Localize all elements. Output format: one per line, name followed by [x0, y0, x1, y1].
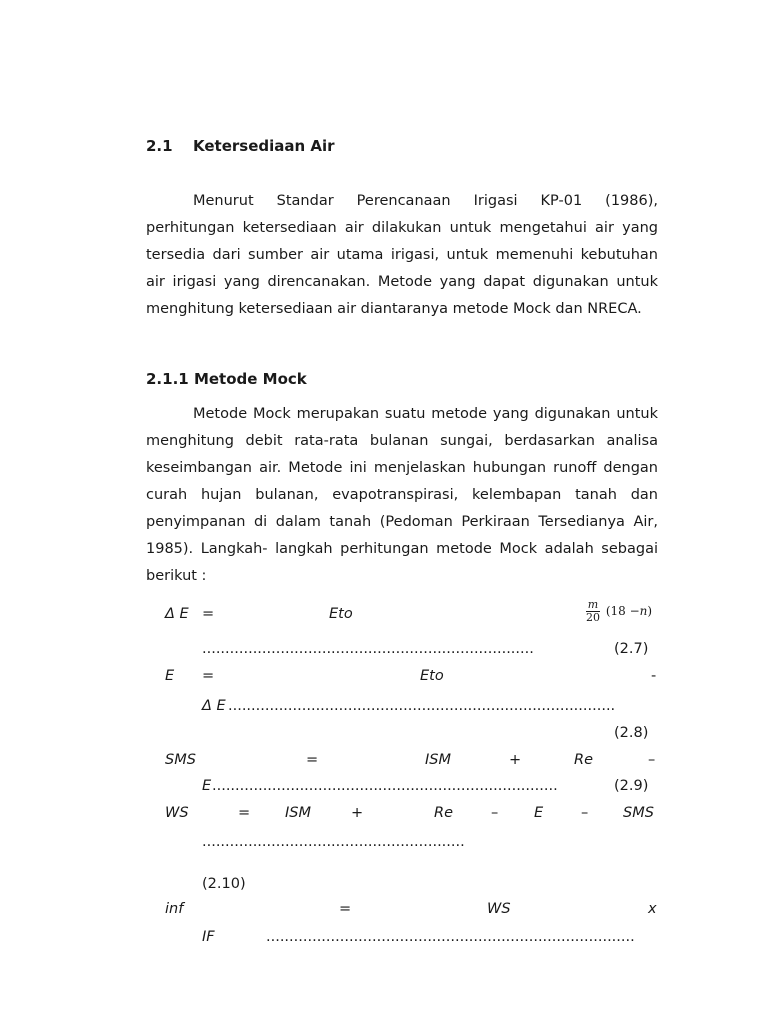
eq28-term: Eto [420, 668, 444, 684]
eq28-cont: Δ E [202, 698, 226, 714]
eq27-fraction [584, 599, 602, 624]
eq28-number: (2.8) [614, 725, 649, 741]
eq210-t4: SMS [623, 805, 654, 821]
eq28-dots: .................................................................................... [228, 698, 616, 714]
inf-lhs: inf [165, 901, 184, 917]
eq28-minus: - [651, 668, 657, 684]
eq28-equals: = [202, 668, 215, 684]
eq29-lhs: SMS [165, 752, 196, 768]
section-number: 2.1 [146, 137, 173, 155]
eq27-term: Eto [329, 606, 353, 622]
eq27-paren: (18 − [605, 604, 640, 618]
eq210-t2: Re [434, 805, 453, 821]
eq27-number: (2.7) [614, 641, 649, 657]
eq27-formula [584, 599, 652, 624]
eq29-t2: Re [574, 752, 593, 768]
subsection-heading [146, 370, 307, 388]
eq27-paren-close: ) [647, 604, 653, 618]
eq27-frac-num: m [587, 598, 599, 611]
eq210-lhs: WS [165, 805, 189, 821]
inf-t1: WS [487, 901, 511, 917]
eq27-paren-var: n [639, 604, 648, 618]
eq29-dots: ........................................................................... [212, 778, 558, 794]
eq27-equals: = [202, 606, 215, 622]
eq27-dots: ........................................................................ [202, 641, 534, 657]
subsection-number: 2.1.1 [146, 370, 189, 388]
eq29-t1: ISM [425, 752, 451, 768]
intro-paragraph-text: Menurut Standar Perencanaan Irigasi KP-01 (1986), perhitungan ketersediaan air dilakukan untuk mengetahui air yang tersedia dari sumber air utama irigasi, untuk memenuhi kebutuhan air irigasi yang direncanakan. Metode yang dapat digunakan untuk menghitung ketersediaan air diantaranya metode Mock dan NRECA. [146, 193, 658, 317]
eq27-lhs: Δ E [165, 606, 189, 622]
eq210-equals: = [238, 805, 251, 821]
subsection-title: Metode Mock [193, 370, 307, 388]
eq29-plus: + [509, 752, 522, 768]
section-title: Ketersediaan Air [193, 137, 335, 155]
mock-paragraph-text: Metode Mock merupakan suatu metode yang digunakan untuk menghitung debit rata-rata bulanan sungai, berdasarkan analisa keseimbangan air. Metode ini menjelaskan hubungan runoff dengan curah hujan bulanan, evapotranspirasi, kelembapan tanah dan penyimpanan di dalam tanah (Pedoman Perkiraan Tersedianya Air, 1985). Langkah- langkah perhitungan metode Mock adalah sebagai berikut : [146, 406, 658, 584]
eq29-minus: – [648, 752, 656, 768]
inf-cont: IF [202, 929, 215, 945]
inf-dots: ................................................................................ [266, 929, 635, 945]
eq210-t3: E [534, 805, 544, 821]
eq28-lhs: E [165, 668, 175, 684]
eq210-number: (2.10) [202, 876, 246, 892]
eq29-equals: = [306, 752, 319, 768]
eq210-plus: + [351, 805, 364, 821]
eq210-dots: ......................................................... [202, 834, 465, 850]
eq27-frac-den: 20 [586, 611, 600, 624]
inf-times: x [648, 901, 657, 917]
inf-equals: = [339, 901, 352, 917]
eq210-minus-2: – [581, 805, 589, 821]
eq29-number: (2.9) [614, 778, 649, 794]
intro-paragraph [146, 188, 658, 323]
section-heading [146, 137, 335, 155]
mock-paragraph [146, 401, 658, 590]
eq210-minus-1: – [491, 805, 499, 821]
eq29-cont: E [202, 778, 212, 794]
eq210-t1: ISM [285, 805, 311, 821]
